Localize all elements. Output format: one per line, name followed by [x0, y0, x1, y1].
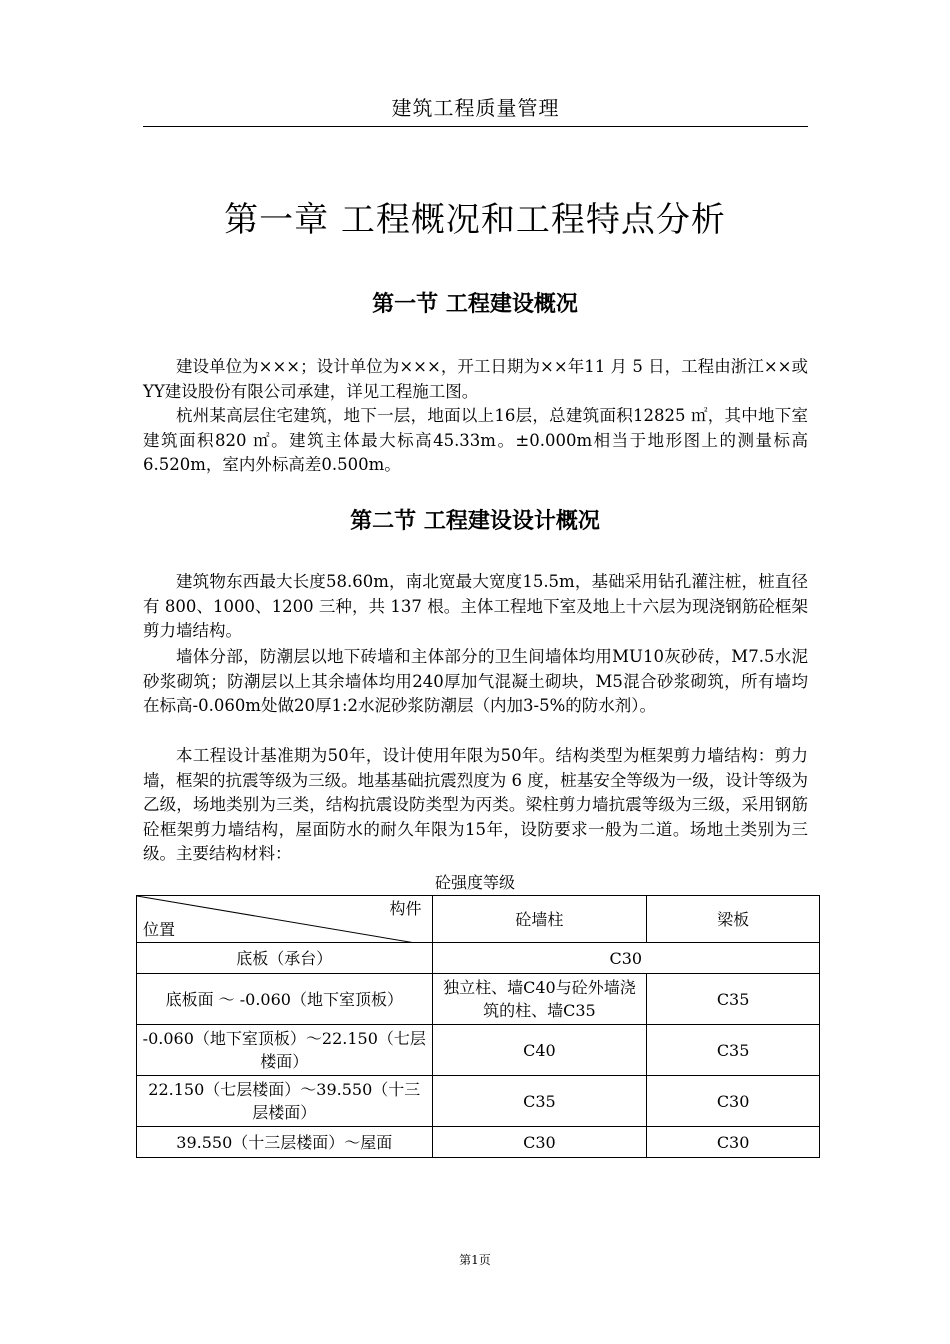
table-row — [137, 1025, 820, 1076]
wall-grade-cell: 独立柱、墙C40与砼外墙浇筑的柱、墙C35 — [432, 974, 647, 1025]
position-cell: 底板（承台） — [137, 943, 433, 974]
header-beam-column: 梁板 — [647, 896, 820, 943]
section-1-paragraph: 建设单位为×××；设计单位为×××，开工日期为××年11 月 5 日，工程由浙江××或YY建设股份有限公司承建，详见工程施工图。 — [143, 357, 808, 401]
header-position-label: 位置 — [143, 920, 176, 939]
wall-grade-cell: C40 — [432, 1025, 647, 1076]
section-2-title: 第二节 工程建设设计概况 — [350, 509, 600, 534]
position-cell: 底板面 ～ -0.060（地下室顶板） — [137, 974, 433, 1025]
position-cell: -0.060（地下室顶板）～22.150（七层楼面） — [137, 1025, 433, 1076]
position-cell: 39.550（十三层楼面）～屋面 — [137, 1127, 433, 1158]
header-wall-column: 砼墙柱 — [432, 896, 647, 943]
section-1-paragraph: 杭州某高层住宅建筑，地下一层，地面以上16层，总建筑面积12825 ㎡，其中地下室建筑面积820 ㎡。建筑主体最大标高45.33m。±0.000m相当于地形图上的测量标高6.520m，室内外标高差0.500m。 — [143, 406, 808, 474]
diagonal-header-cell — [137, 896, 433, 943]
section-2-paragraph: 建筑物东西最大长度58.60m，南北宽最大宽度15.5m，基础采用钻孔灌注桩，桩直径有 800、1000、1200 三种，共 137 根。主体工程地下室及地上十六层为现浇钢筋砼框架剪力墙结构。 — [143, 572, 808, 640]
merged-grade-cell: C30 — [432, 943, 819, 974]
header-component-label: 构件 — [389, 899, 422, 918]
section-1-title: 第一节 工程建设概况 — [372, 292, 578, 317]
section-2-paragraph: 本工程设计基准期为50年，设计使用年限为50年。结构类型为框架剪力墙结构：剪力墙，框架的抗震等级为三级。地基基础抗震烈度为 6 度，桩基安全等级为一级，设计等级为乙级，场地类别为三类，结构抗震设防类型为丙类。梁柱剪力墙抗震等级为三级，采用钢筋砼框架剪力墙结构，屋面防水的耐久年限为15年，设防要求一般为二道。场地土类别为三级。主要结构材料： — [143, 746, 808, 863]
section-2-paragraph: 墙体分部，防潮层以地下砖墙和主体部分的卫生间墙体均用MU10灰砂砖，M7.5水泥砂浆砌筑；防潮层以上其余墙体均用240厚加气混凝土砌块，M5混合砂浆砌筑，所有墙均在标高-0.060m处做20厚1:2水泥砂浆防潮层（内加3-5%的防水剂）。 — [143, 647, 808, 715]
beam-grade-cell: C35 — [647, 974, 820, 1025]
wall-grade-cell: C35 — [432, 1076, 647, 1127]
table-row — [137, 1127, 820, 1158]
table-row — [137, 974, 820, 1025]
table-header-row — [137, 896, 820, 943]
position-cell: 22.150（七层楼面）～39.550（十三层楼面） — [137, 1076, 433, 1127]
beam-grade-cell: C35 — [647, 1025, 820, 1076]
table-caption: 砼强度等级 — [434, 873, 515, 892]
header-rule — [143, 126, 808, 127]
chapter-title: 第一章 工程概况和工程特点分析 — [224, 200, 726, 240]
beam-grade-cell: C30 — [647, 1127, 820, 1158]
beam-grade-cell: C30 — [647, 1076, 820, 1127]
page-number: 第1页 — [459, 1253, 491, 1267]
concrete-grade-table — [136, 895, 820, 1158]
table-row — [137, 1076, 820, 1127]
wall-grade-cell: C30 — [432, 1127, 647, 1158]
table-row — [137, 943, 820, 974]
page-header-title: 建筑工程质量管理 — [391, 96, 560, 120]
diagonal-line — [137, 896, 432, 943]
